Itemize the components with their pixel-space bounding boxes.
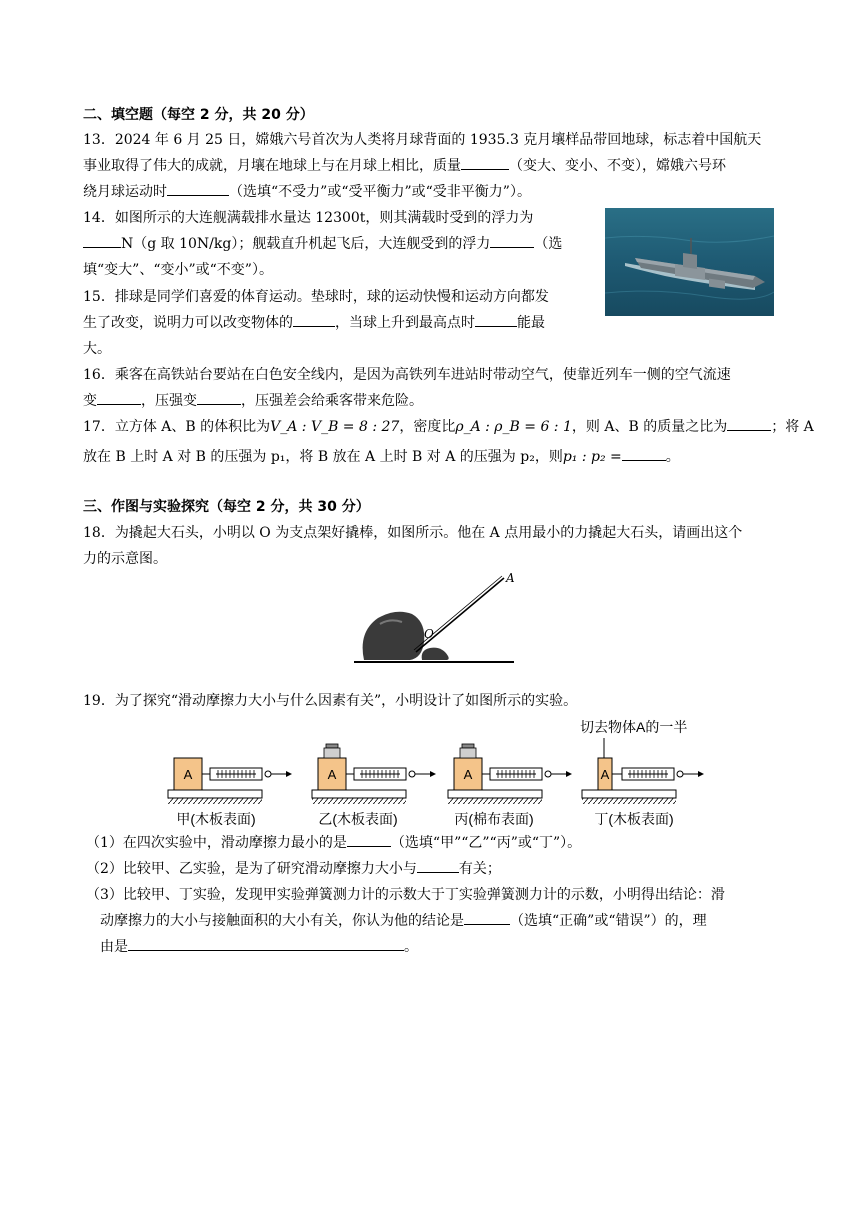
q16-line1: 16．乘客在高铁站台要站在白色安全线内，是因为高铁列车进站时带动空气，使靠近列车一侧的空气流速	[83, 367, 731, 383]
setup-yi	[312, 744, 436, 804]
q15-text: ，当球上升到最高点时	[335, 315, 475, 331]
q15-blank-2[interactable]	[475, 312, 517, 327]
q13-text: （选填“不受力”或“受平衡力”或“受非平衡力”）。	[229, 184, 531, 200]
q16-line2	[83, 390, 423, 412]
q13-blank-1[interactable]	[461, 155, 509, 170]
q14-line3: 填“变大”、“变小”或“不变”）。	[83, 262, 273, 278]
q19-sub2	[86, 858, 501, 880]
q17-text: ，则 A、B 的质量之比为	[571, 419, 728, 435]
q19-text: 动摩擦力的大小与接触面积的大小有关，你认为他的结论是	[100, 913, 464, 929]
q19-blank-3[interactable]	[464, 910, 510, 925]
setup-ding	[580, 719, 704, 804]
q13-line3	[83, 181, 531, 203]
caption-ding: 丁(木板表面)	[594, 811, 674, 827]
q16-blank-1[interactable]	[97, 390, 141, 405]
q17-blank-2[interactable]	[622, 446, 666, 461]
q19-text: （选填“甲”“乙”“丙”或“丁”）。	[390, 835, 582, 851]
q14-text: N（g 取 10N/kg）；舰载直升机起飞后，大连舰受到的浮力	[121, 236, 491, 252]
q14-line2	[83, 233, 562, 255]
q16-text: 变	[83, 393, 97, 409]
q19-text: 有关；	[458, 861, 501, 877]
q19-text: （选填“正确”或“错误”）的，理	[510, 913, 707, 929]
q17-text: ，密度比	[399, 419, 456, 435]
q14-text: （选	[534, 236, 563, 252]
q13-text: 事业取得了伟大的成就，月壤在地球上与在月球上相比，质量	[83, 158, 461, 174]
q17-text: 17．立方体 A、B 的体积比为	[83, 419, 271, 435]
friction-experiment-diagram	[160, 712, 720, 830]
label-A: A	[506, 572, 515, 585]
q17-text: ；将 A	[771, 419, 814, 435]
q19-blank-4[interactable]	[128, 936, 404, 951]
q19-sub3-line2	[100, 910, 707, 932]
block-label: A	[183, 767, 193, 782]
lever-diagram	[350, 572, 520, 668]
q18-line2: 力的示意图。	[83, 551, 167, 567]
q13-blank-2[interactable]	[167, 181, 229, 196]
section-2-title: 二、填空题（每空 2 分，共 20 分）	[83, 107, 314, 123]
q19-text: （1）在四次实验中，滑动摩擦力最小的是	[86, 835, 347, 851]
label-O: O	[424, 627, 434, 641]
q15-blank-1[interactable]	[293, 312, 335, 327]
block-label: A	[327, 767, 337, 782]
q16-text: ，压强变	[141, 393, 197, 409]
q13-line1: 13．2024 年 6 月 25 日，嫦娥六号首次为人类将月球背面的 1935.3 克月壤样品带回地球，标志着中国航天	[83, 132, 762, 148]
q15-text: 生了改变，说明力可以改变物体的	[83, 315, 293, 331]
q19-text: 由是	[100, 939, 128, 955]
block-label: A	[463, 767, 473, 782]
density-ratio: ρ_A : ρ_B = 6 : 1	[455, 419, 572, 435]
block-label: A	[600, 767, 610, 782]
big-rock	[363, 612, 425, 660]
q18-line1: 18．为撬起大石头，小明以 O 为支点架好撬棒，如图所示。他在 A 点用最小的力撬起大石头，请画出这个	[83, 525, 743, 541]
q15-line1: 15．排球是同学们喜爱的体育运动。垫球时，球的运动快慢和运动方向都发	[83, 289, 549, 305]
setup-bing	[448, 744, 572, 804]
q19-sub3-line3: 由是 。	[100, 936, 418, 958]
setup-jia	[168, 758, 292, 804]
volume-ratio: V_A : V_B = 8 : 27	[270, 419, 400, 435]
q19-blank-2[interactable]	[417, 858, 459, 873]
q15-line3: 大。	[83, 341, 111, 357]
q19-sub1	[86, 832, 581, 854]
q14-line1: 14．如图所示的大连舰满载排水量达 12300t，则其满载时受到的浮力为	[83, 210, 534, 226]
q14-blank-1[interactable]	[83, 233, 121, 248]
q16-text: ，压强差会给乘客带来危险。	[241, 393, 423, 409]
q13-line2	[83, 155, 726, 177]
q19-blank-1[interactable]	[347, 832, 391, 847]
fulcrum-stone	[422, 648, 449, 660]
q14-blank-2[interactable]	[490, 233, 534, 248]
q17-line1	[83, 416, 814, 438]
q16-blank-2[interactable]	[197, 390, 241, 405]
q17-line2	[83, 446, 680, 468]
warship-photo	[605, 208, 774, 316]
caption-jia: 甲(木板表面)	[176, 811, 256, 827]
q13-text: 绕月球运动时	[83, 184, 167, 200]
q19-sub3-line1: （3）比较甲、丁实验，发现甲实验弹簧测力计的示数大于丁实验弹簧测力计的示数，小明得出结论：滑	[86, 887, 725, 903]
q19-line1: 19．为了探究“滑动摩擦力大小与什么因素有关”，小明设计了如图所示的实验。	[83, 693, 578, 709]
q17-blank-1[interactable]	[727, 416, 771, 431]
cut-half-label: 切去物体A的一半	[580, 719, 688, 735]
q19-text: （2）比较甲、乙实验，是为了研究滑动摩擦力大小与	[86, 861, 417, 877]
section-3-title: 三、作图与实验探究（每空 2 分，共 30 分）	[83, 499, 370, 515]
q13-text: （变大、变小、不变），嫦娥六号环	[509, 158, 726, 174]
caption-yi: 乙(木板表面)	[318, 811, 398, 827]
q15-line2	[83, 312, 545, 334]
q17-text: 放在 B 上时 A 对 B 的压强为 p₁，将 B 放在 A 上时 B 对 A 的压强为 p₂，则	[83, 449, 563, 465]
q15-text: 能最	[517, 315, 545, 331]
pressure-ratio: p₁ : p₂ =	[562, 449, 622, 465]
q17-text: 。	[665, 449, 680, 465]
caption-bing: 丙(棉布表面)	[454, 811, 534, 827]
